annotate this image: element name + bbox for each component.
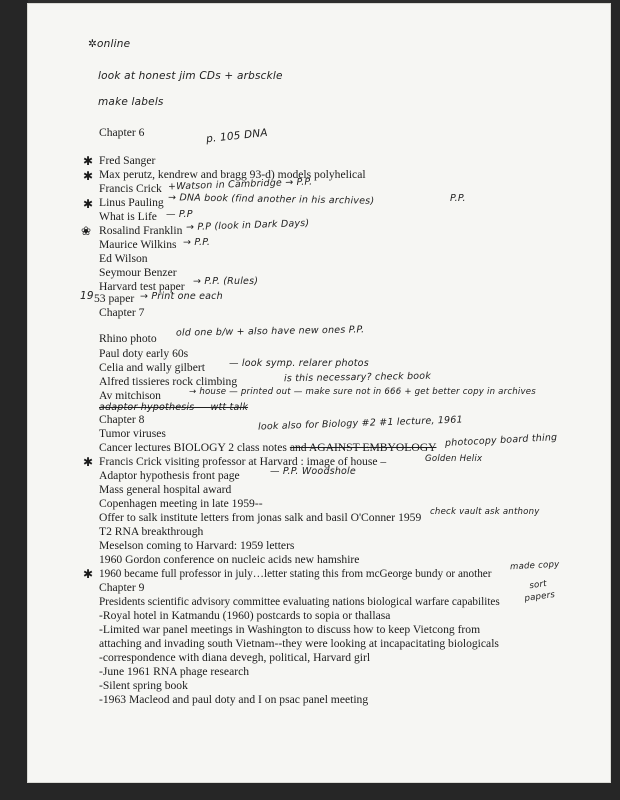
- ch8-line: Meselson coming to Harvard: 1959 letters: [99, 539, 295, 552]
- ch7-line: Av mitchison: [99, 389, 161, 402]
- note-rhino: old one b/w + also have new ones P.P.: [175, 324, 365, 339]
- note-tissieres: is this necessary? check book: [283, 370, 432, 385]
- note-cancer: photocopy board thing: [444, 432, 558, 449]
- note-mitchison: → house — printed out — make sure not in 666 + get better copy in archives: [189, 387, 536, 397]
- ch8-line: 1960 became full professor in july…letter stating this from mcGeorge bundy or another: [99, 568, 492, 580]
- handwritten-note-online: ✲online: [88, 38, 131, 50]
- ch6-line: Ed Wilson: [99, 252, 148, 265]
- ch9-line: -1963 Macleod and paul doty and I on psac panel meeting: [99, 693, 369, 706]
- star-mark: ✱: [83, 455, 94, 469]
- note-life: — P.P: [166, 209, 193, 220]
- chapter-6-heading: Chapter 6: [99, 126, 145, 139]
- ch8-line: Copenhagen meeting in late 1959--: [99, 497, 263, 510]
- ch8-line: Adaptor hypothesis front page: [99, 469, 240, 482]
- ch6-line: Linus Pauling: [99, 196, 164, 209]
- ch9-line: Presidents scientific advisory committee evaluating nations biological warfare capabilites: [99, 596, 500, 608]
- note-year-prefix: 19: [80, 290, 94, 302]
- note-franklin: → P.P (look in Dark Days): [185, 217, 310, 234]
- note-salk: check vault ask anthony: [430, 507, 540, 517]
- ch8-line: Tumor viruses: [99, 427, 166, 440]
- note-tumor: look also for Biology #2 #1 lecture, 1961: [257, 414, 463, 433]
- note-golden-helix: Golden Helix: [425, 454, 483, 464]
- ch9-line: attaching and invading south Vietnam--they were looking at incapacitating biologicals: [99, 637, 499, 650]
- chapter-8-heading: Chapter 8: [99, 413, 145, 426]
- flower-mark: ❀: [81, 224, 92, 238]
- ch7-line: Celia and wally gilbert: [99, 361, 205, 374]
- note-wilkins: → P.P.: [183, 237, 211, 248]
- note-paper53: → Print one each: [140, 291, 223, 302]
- ch6-line: Fred Sanger: [99, 154, 156, 167]
- handwritten-note-cds: look at honest jim CDs + arbsckle: [98, 70, 283, 82]
- ch9-line: -June 1961 RNA phage research: [99, 665, 250, 678]
- note-crick: +Watson in Cambridge → P.P.: [167, 176, 313, 193]
- note-adaptor-struck: adaptor hypothesis — wtt talk: [99, 402, 249, 413]
- ch8-line: Cancer lectures BIOLOGY 2 class notes and AGAINST EMBYOLOGY: [99, 441, 437, 454]
- ch9-line: -Silent spring book: [99, 679, 188, 692]
- handwritten-note-labels: make labels: [98, 96, 164, 108]
- ch8-line: Francis Crick visiting professor at Harvard : image of house –: [99, 455, 387, 468]
- ch8-line: 1960 Gordon conference on nucleic acids new hamshire: [99, 553, 360, 566]
- ch6-line: Maurice Wilkins: [99, 238, 177, 251]
- ch6-line: 53 paper: [94, 292, 135, 305]
- ch6-line: Seymour Benzer: [99, 266, 177, 279]
- struck-text: and AGAINST EMBYOLOGY: [289, 441, 437, 454]
- ch6-line: What is Life: [99, 210, 157, 223]
- document-page: [28, 4, 610, 782]
- ch7-line: Rhino photo: [99, 332, 157, 345]
- chapter-6-margin-note: p. 105 DNA: [205, 126, 269, 146]
- note-pauling: → DNA book (find another in his archives): [167, 192, 375, 207]
- ch6-line: Harvard test paper: [99, 280, 185, 293]
- star-mark: ✱: [83, 169, 94, 183]
- ch6-line: Francis Crick: [99, 182, 162, 195]
- ch6-line: Rosalind Franklin: [99, 224, 183, 237]
- star-mark: ✱: [83, 197, 94, 211]
- star-mark: ✱: [83, 154, 94, 168]
- chapter-9-heading: Chapter 9: [99, 581, 145, 594]
- ch9-line: -Limited war panel meetings in Washington to discuss how to keep Vietcong from: [99, 623, 481, 636]
- note-adaptor-front: — P.P. Woodshole: [270, 466, 356, 477]
- ch9-line: -correspondence with diana devegh, political, Harvard girl: [99, 651, 371, 664]
- ch7-line: Alfred tissieres rock climbing: [99, 375, 238, 388]
- chapter-7-heading: Chapter 7: [99, 306, 145, 319]
- ch7-line: Paul doty early 60s: [99, 347, 189, 360]
- ch9-line: -Royal hotel in Katmandu (1960) postcards to sopia or thallasa: [99, 609, 391, 622]
- ch8-line: T2 RNA breakthrough: [99, 525, 204, 538]
- star-mark: ✱: [83, 567, 94, 581]
- ch6-line: Max perutz, kendrew and bragg 93-d) models polyhelical: [99, 168, 366, 181]
- note-pauling-pp: P.P.: [450, 193, 466, 204]
- note-sort-papers: sort papers: [523, 578, 556, 605]
- ch8-line: Mass general hospital award: [99, 483, 232, 496]
- note-made-copy: made copy: [509, 559, 560, 573]
- ch8-line: Offer to salk institute letters from jonas salk and basil O'Conner 1959: [99, 511, 422, 524]
- note-harvard: → P.P. (Rules): [193, 276, 259, 287]
- note-gilbert: — look symp. relarer photos: [229, 358, 369, 369]
